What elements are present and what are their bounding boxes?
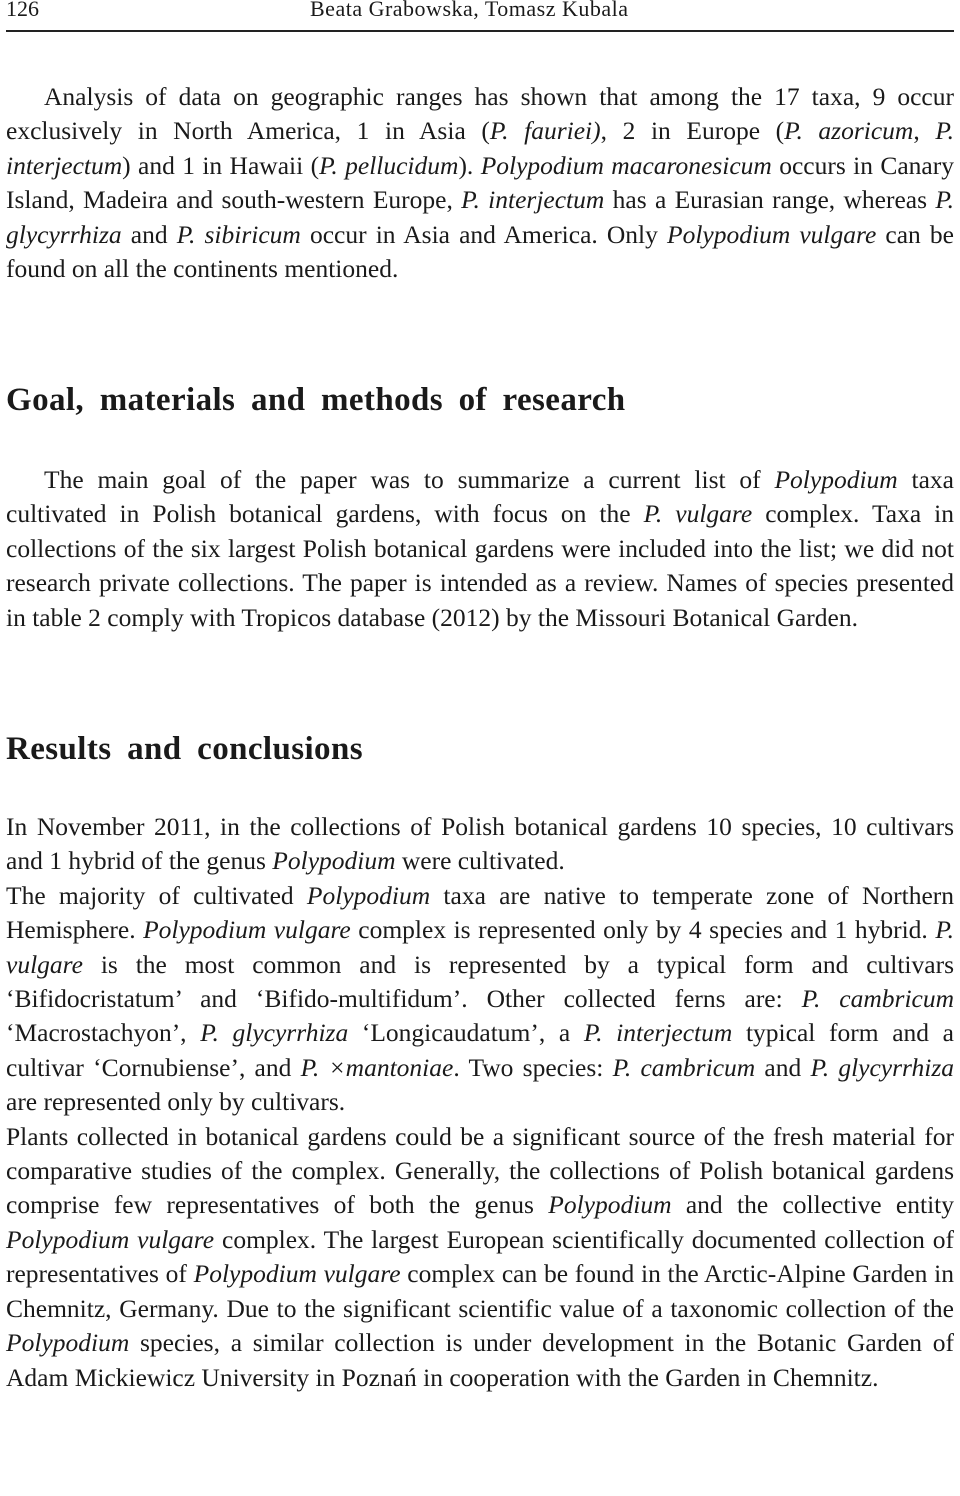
text-run: ‘Macrostachyon’, (6, 1018, 201, 1048)
text-run: Plants collected in botanical gardens could be a significant source of the fresh material for comparative studies of the complex. Generally, the collections of Polish botanical gardens comprise few representatives of both the genus (6, 1121, 954, 1220)
text-run: occurs in Canary Island, Madeira and south-western Europe, (6, 150, 954, 215)
italic-taxon-name: P. glycyrrhiza (810, 1052, 954, 1082)
page-number: 126 (6, 0, 39, 21)
text-run: The majority of cultivated (6, 880, 307, 910)
section-heading-results: Results and conclusions (6, 731, 363, 767)
text-run: complex can be found in the Arctic-Alpine Garden in Chemnitz, Germany. Due to the significant scientific value of a taxonomic collection of the (6, 1259, 954, 1323)
running-head-authors: Beata Grabowska, Tomasz Kubala (310, 0, 629, 21)
italic-taxon-name: P. interjectum (583, 1018, 733, 1048)
goal-paragraph (6, 463, 954, 635)
text-run: typical form and a cultivar ‘Cornubiense’, and (6, 1018, 954, 1082)
italic-taxon-name: P. vulgare (643, 499, 753, 529)
text-run: ). (458, 150, 481, 180)
running-header (6, 0, 954, 32)
italic-taxon-name: P. ×mantoniae (300, 1052, 454, 1082)
italic-taxon-name: P. glycyrrhiza (200, 1018, 349, 1048)
results-paragraph-2 (6, 879, 954, 1120)
text-run: . Two species: (453, 1052, 613, 1082)
italic-taxon-name: Polypodium (272, 846, 396, 876)
italic-taxon-name: P. cambricum (612, 1052, 756, 1082)
text-run: are represented only by cultivars. (6, 1087, 346, 1117)
text-run: ‘Longicaudatum’, a (348, 1018, 584, 1048)
results-body (6, 810, 954, 1395)
text-run: complex. The largest European scientifically documented collection of representatives of (6, 1224, 954, 1289)
italic-taxon-name: Polypodium (548, 1190, 672, 1220)
results-paragraph-1 (6, 810, 954, 879)
italic-taxon-name: Polypodium (306, 880, 431, 910)
text-run: species, a similar collection is under development in the Botanic Garden of Adam Mickiewicz University in Poznań in cooperation with the Garden in Chemnitz. (6, 1328, 954, 1392)
italic-taxon-name: Polypodium vulgare (143, 915, 351, 945)
italic-taxon-name: Polypodium vulgare (667, 219, 877, 249)
italic-taxon-name: P. azoricum (784, 116, 914, 146)
italic-taxon-name: Polypodium (6, 1328, 130, 1358)
italic-taxon-name: Polypodium (774, 465, 898, 494)
text-run: and (121, 219, 177, 249)
italic-taxon-name: P. sibiricum (176, 219, 301, 249)
text-run: and the collective entity (671, 1190, 955, 1220)
text-run: , 2 in Europe ( (600, 116, 785, 146)
italic-taxon-name: P. glycyrrhiza (6, 185, 954, 249)
text-run: can be found on all the continents mentioned. (6, 219, 954, 284)
italic-taxon-name: P. fauriei) (489, 116, 601, 146)
text-run: ) and 1 in Hawaii ( (122, 150, 320, 180)
italic-taxon-name: P. pellucidum (319, 150, 459, 180)
section-heading-goal: Goal, materials and methods of research (6, 382, 626, 418)
text-run: has a Eurasian range, whereas (604, 185, 936, 215)
italic-taxon-name: Polypodium vulgare (193, 1259, 401, 1289)
italic-taxon-name: P. interjectum (461, 185, 605, 215)
italic-taxon-name: P. cambricum (801, 984, 955, 1014)
text-run: complex. Taxa in collections of the six largest Polish botanical gardens were included into the list; we did not research private collections. The paper is intended as a review. Names of species presented in table 2 comply with Tropicos database (2012) by the Missouri Botanical Garden. (6, 499, 954, 632)
text-run: taxa are native to temperate zone of Northern Hemisphere. (6, 880, 955, 945)
text-run: and (755, 1052, 811, 1082)
text-run: complex is represented only by 4 species and 1 hybrid. (350, 915, 936, 945)
intro-paragraph (6, 80, 954, 286)
text-run: occur in Asia and America. Only (300, 219, 668, 249)
text-run: taxa cultivated in Polish botanical gardens, with focus on the (6, 465, 954, 529)
text-run: is the most common and is represented by a typical form and cultivars ‘Bifidocristatum’ and ‘Bifido-multifidum’. Other collected ferns are: (6, 949, 954, 1014)
results-paragraph-3 (6, 1120, 954, 1395)
italic-taxon-name: P. interjectum (6, 116, 954, 180)
text-run: In November 2011, in the collections of Polish botanical gardens 10 species, 10 cultivars and 1 hybrid of the genus (6, 812, 954, 876)
text-run: , (913, 116, 936, 146)
italic-taxon-name: Polypodium vulgare (6, 1224, 215, 1254)
italic-taxon-name: P. vulgare (6, 915, 954, 979)
text-run: Analysis of data on geographic ranges has shown that among the 17 taxa, 9 occur exclusively in North America, 1 in Asia ( (6, 82, 954, 146)
text-run: The main goal of the paper was to summarize a current list of (44, 465, 775, 494)
italic-taxon-name: Polypodium macaronesicum (480, 150, 772, 180)
text-run: were cultivated. (395, 846, 565, 876)
